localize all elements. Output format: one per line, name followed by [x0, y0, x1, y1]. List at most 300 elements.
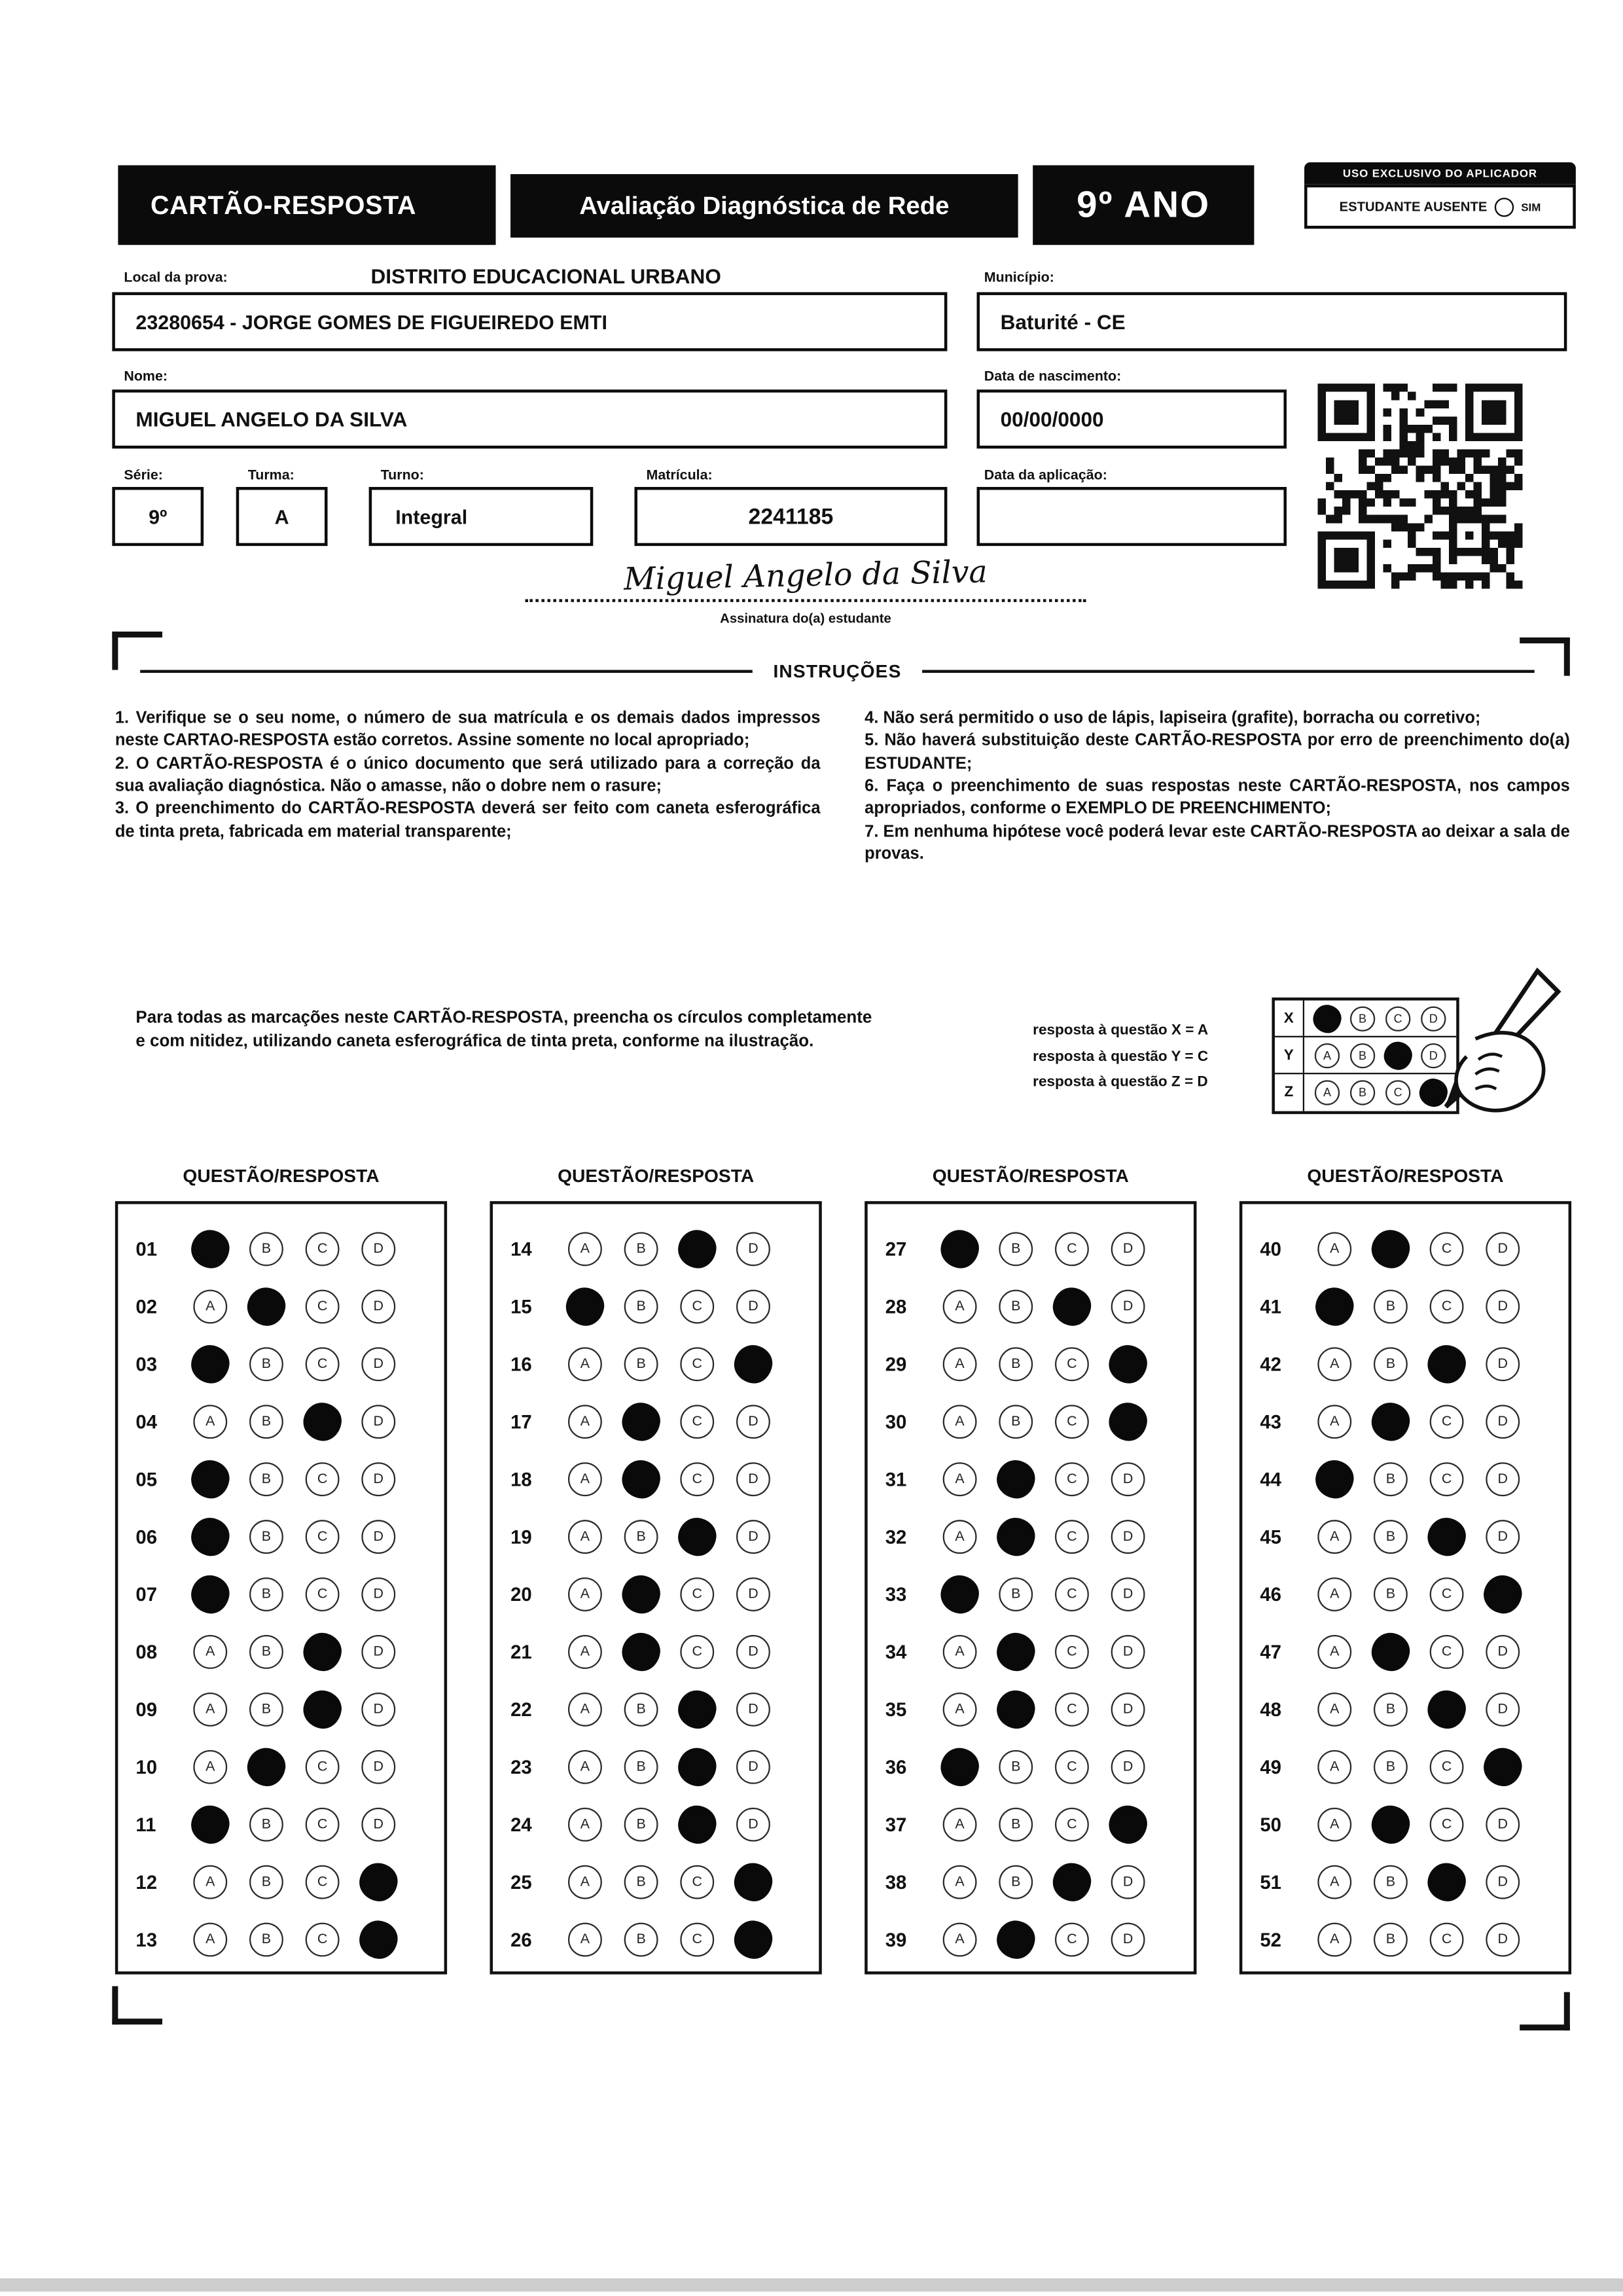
- bubble-02-d[interactable]: D: [361, 1289, 395, 1323]
- bubble-23-c[interactable]: [675, 1746, 719, 1789]
- bubble-32-c[interactable]: C: [1055, 1520, 1089, 1554]
- bubble-47-a[interactable]: A: [1317, 1635, 1351, 1669]
- answer-column-header: QUESTÃO/RESPOSTA: [183, 1166, 380, 1187]
- bubble-20-d[interactable]: D: [736, 1577, 770, 1611]
- bubble-12-b[interactable]: B: [249, 1865, 283, 1899]
- bubble-02-c[interactable]: C: [306, 1289, 340, 1323]
- question-row-26: [510, 1911, 819, 1969]
- question-number: 45: [1260, 1526, 1282, 1549]
- bubble-37-c[interactable]: C: [1055, 1808, 1089, 1842]
- bubble-14-a[interactable]: A: [568, 1232, 602, 1266]
- question-row-09: [135, 1681, 444, 1738]
- example-bubble-z-a[interactable]: A: [1315, 1080, 1340, 1105]
- example-row-z: [1275, 1074, 1456, 1111]
- bubble-25-b[interactable]: B: [624, 1865, 658, 1899]
- bubble-04-c[interactable]: [301, 1400, 344, 1443]
- bubble-38-b[interactable]: B: [999, 1865, 1033, 1899]
- bubble-26-d[interactable]: [732, 1918, 775, 1962]
- question-row-15: [510, 1278, 819, 1335]
- aplicacao-label: Data da aplicação:: [984, 467, 1107, 484]
- bubble-44-c[interactable]: C: [1430, 1462, 1464, 1496]
- bubble-21-b[interactable]: [620, 1630, 663, 1674]
- bubble-02-b[interactable]: [245, 1285, 288, 1329]
- example-bubble-y-c[interactable]: [1382, 1039, 1414, 1071]
- bubble-22-a[interactable]: A: [568, 1693, 602, 1727]
- question-number: 32: [885, 1526, 907, 1549]
- bubble-48-a[interactable]: A: [1317, 1693, 1351, 1727]
- bubble-02-a[interactable]: A: [193, 1289, 227, 1323]
- bubble-46-b[interactable]: B: [1374, 1577, 1408, 1611]
- question-number: 50: [1260, 1813, 1282, 1836]
- question-row-32: [885, 1508, 1194, 1566]
- matricula-label: Matrícula:: [646, 467, 713, 484]
- bubble-16-b[interactable]: B: [624, 1347, 658, 1381]
- example-legend-line: resposta à questão X = A: [1033, 1022, 1209, 1039]
- local-label: Local da prova:: [124, 270, 228, 287]
- instruction-item: 7. Em nenhuma hipótese você poderá levar este CARTÃO-RESPOSTA ao deixar a sala de provas.: [865, 823, 1570, 864]
- bubble-22-b[interactable]: B: [624, 1693, 658, 1727]
- bubble-07-d[interactable]: D: [361, 1577, 395, 1611]
- bubble-03-c[interactable]: C: [306, 1347, 340, 1381]
- bubble-39-b[interactable]: [994, 1918, 1037, 1962]
- bubble-07-a[interactable]: [188, 1573, 232, 1616]
- bubble-36-b[interactable]: B: [999, 1750, 1033, 1784]
- bubble-19-d[interactable]: D: [736, 1520, 770, 1554]
- example-legend: [1033, 1018, 1269, 1096]
- bubble-34-b[interactable]: [994, 1630, 1037, 1674]
- absent-option-circle[interactable]: [1495, 197, 1514, 216]
- bubble-42-b[interactable]: B: [1374, 1347, 1408, 1381]
- bubble-23-b[interactable]: B: [624, 1750, 658, 1784]
- bubble-39-d[interactable]: D: [1111, 1923, 1145, 1957]
- question-number: 31: [885, 1468, 907, 1491]
- heading-rule-right: [922, 670, 1535, 673]
- bubble-22-c[interactable]: [675, 1688, 719, 1731]
- bubble-28-a[interactable]: A: [943, 1289, 977, 1323]
- question-number: 51: [1260, 1871, 1282, 1893]
- bubble-04-b[interactable]: B: [249, 1405, 283, 1439]
- bubble-17-b[interactable]: [620, 1400, 663, 1443]
- question-number: 04: [135, 1410, 158, 1433]
- bubble-01-d[interactable]: D: [361, 1232, 395, 1266]
- bubble-18-c[interactable]: C: [680, 1462, 714, 1496]
- bubble-51-a[interactable]: A: [1317, 1865, 1351, 1899]
- example-bubble-x-c[interactable]: C: [1385, 1005, 1410, 1030]
- question-number: 16: [510, 1353, 532, 1376]
- bubble-35-b[interactable]: [994, 1688, 1037, 1731]
- question-number: 18: [510, 1468, 532, 1491]
- bubble-09-d[interactable]: D: [361, 1693, 395, 1727]
- turma-label: Turma:: [247, 467, 294, 484]
- bubble-20-c[interactable]: C: [680, 1577, 714, 1611]
- absent-label: ESTUDANTE AUSENTE: [1339, 199, 1488, 214]
- bubble-49-c[interactable]: C: [1430, 1750, 1464, 1784]
- bubble-42-c[interactable]: [1425, 1343, 1469, 1386]
- bubble-14-d[interactable]: D: [736, 1232, 770, 1266]
- bubble-18-d[interactable]: D: [736, 1462, 770, 1496]
- question-number: 21: [510, 1641, 532, 1663]
- bubble-31-d[interactable]: D: [1111, 1462, 1145, 1496]
- bubble-35-c[interactable]: C: [1055, 1693, 1089, 1727]
- bubble-50-b[interactable]: [1369, 1803, 1412, 1846]
- example-bubble-x-a[interactable]: [1311, 1002, 1343, 1033]
- municipio-label: Município:: [984, 270, 1054, 287]
- answer-column-4: [1240, 1166, 1571, 1974]
- bubble-51-b[interactable]: B: [1374, 1865, 1408, 1899]
- bubble-06-b[interactable]: B: [249, 1520, 283, 1554]
- question-row-06: [135, 1508, 444, 1566]
- bubble-17-c[interactable]: C: [680, 1405, 714, 1439]
- bubble-10-a[interactable]: A: [193, 1750, 227, 1784]
- question-row-44: [1260, 1450, 1568, 1508]
- bracket-bottom-left: [112, 1986, 162, 2025]
- question-row-29: [885, 1335, 1194, 1393]
- bubble-11-b[interactable]: B: [249, 1808, 283, 1842]
- turma-field: A: [236, 487, 328, 546]
- instructions-title: INSTRUÇÕES: [773, 661, 902, 682]
- question-row-03: [135, 1335, 444, 1393]
- bubble-31-a[interactable]: A: [943, 1462, 977, 1496]
- bubble-11-c[interactable]: C: [306, 1808, 340, 1842]
- example-bubble-x-b[interactable]: B: [1350, 1005, 1375, 1030]
- bubble-31-c[interactable]: C: [1055, 1462, 1089, 1496]
- question-row-36: [885, 1738, 1194, 1796]
- bubble-14-c[interactable]: [675, 1228, 719, 1271]
- example-bubble-z-b[interactable]: B: [1350, 1080, 1375, 1105]
- bubble-27-d[interactable]: D: [1111, 1232, 1145, 1266]
- bubble-29-d[interactable]: [1107, 1343, 1150, 1386]
- answer-column-2: [490, 1166, 822, 1974]
- bubble-15-b[interactable]: B: [624, 1289, 658, 1323]
- bubble-33-d[interactable]: D: [1111, 1577, 1145, 1611]
- bubble-36-c[interactable]: C: [1055, 1750, 1089, 1784]
- bubble-33-b[interactable]: B: [999, 1577, 1033, 1611]
- bubble-38-a[interactable]: A: [943, 1865, 977, 1899]
- bubble-08-b[interactable]: B: [249, 1635, 283, 1669]
- bubble-26-a[interactable]: A: [568, 1923, 602, 1957]
- bubble-30-b[interactable]: B: [999, 1405, 1033, 1439]
- bubble-24-c[interactable]: [675, 1803, 719, 1846]
- answer-column-header: QUESTÃO/RESPOSTA: [1307, 1166, 1504, 1187]
- heading-rule-left: [140, 670, 753, 673]
- question-row-37: [885, 1796, 1194, 1854]
- bubble-18-a[interactable]: A: [568, 1462, 602, 1496]
- bubble-08-d[interactable]: D: [361, 1635, 395, 1669]
- bubble-49-d[interactable]: [1481, 1746, 1524, 1789]
- bubble-35-d[interactable]: D: [1111, 1693, 1145, 1727]
- answer-column-1: [115, 1166, 447, 1974]
- bubble-04-a[interactable]: A: [193, 1405, 227, 1439]
- bubble-11-d[interactable]: D: [361, 1808, 395, 1842]
- bubble-52-c[interactable]: C: [1430, 1923, 1464, 1957]
- bubble-25-c[interactable]: C: [680, 1865, 714, 1899]
- bubble-48-c[interactable]: [1425, 1688, 1469, 1731]
- answer-column-header: QUESTÃO/RESPOSTA: [932, 1166, 1129, 1187]
- bubble-05-d[interactable]: D: [361, 1462, 395, 1496]
- bubble-25-d[interactable]: [732, 1861, 775, 1904]
- bubble-41-b[interactable]: B: [1374, 1289, 1408, 1323]
- question-row-46: [1260, 1566, 1568, 1623]
- bubble-50-d[interactable]: D: [1486, 1808, 1520, 1842]
- question-row-30: [885, 1393, 1194, 1450]
- bubble-09-b[interactable]: B: [249, 1693, 283, 1727]
- question-number: 35: [885, 1698, 907, 1721]
- question-number: 03: [135, 1353, 158, 1376]
- bubble-32-d[interactable]: D: [1111, 1520, 1145, 1554]
- example-bubble-y-a[interactable]: A: [1315, 1043, 1340, 1067]
- bubble-17-a[interactable]: A: [568, 1405, 602, 1439]
- bubble-01-a[interactable]: [188, 1228, 232, 1271]
- bubble-16-a[interactable]: A: [568, 1347, 602, 1381]
- bubble-43-c[interactable]: C: [1430, 1405, 1464, 1439]
- bubble-45-c[interactable]: [1425, 1515, 1469, 1558]
- bubble-28-c[interactable]: [1050, 1285, 1094, 1329]
- bubble-01-c[interactable]: C: [306, 1232, 340, 1266]
- bubble-03-b[interactable]: B: [249, 1347, 283, 1381]
- bubble-50-a[interactable]: A: [1317, 1808, 1351, 1842]
- bubble-45-d[interactable]: D: [1486, 1520, 1520, 1554]
- bubble-15-a[interactable]: [563, 1285, 607, 1329]
- question-number: 42: [1260, 1353, 1282, 1376]
- bubble-42-d[interactable]: D: [1486, 1347, 1520, 1381]
- bubble-10-d[interactable]: D: [361, 1750, 395, 1784]
- bubble-51-d[interactable]: D: [1486, 1865, 1520, 1899]
- bubble-06-c[interactable]: C: [306, 1520, 340, 1554]
- bubble-12-c[interactable]: C: [306, 1865, 340, 1899]
- question-row-16: [510, 1335, 819, 1393]
- question-row-48: [1260, 1681, 1568, 1738]
- bubble-30-d[interactable]: [1107, 1400, 1150, 1443]
- example-bubble-z-d[interactable]: [1418, 1077, 1449, 1108]
- bubble-10-b[interactable]: [245, 1746, 288, 1789]
- example-bubble-z-c[interactable]: C: [1385, 1080, 1410, 1105]
- bubble-44-b[interactable]: B: [1374, 1462, 1408, 1496]
- question-number: 47: [1260, 1641, 1282, 1663]
- bubble-24-a[interactable]: A: [568, 1808, 602, 1842]
- example-row-label: X: [1275, 1001, 1304, 1036]
- bubble-06-a[interactable]: [188, 1515, 232, 1558]
- bubble-14-b[interactable]: B: [624, 1232, 658, 1266]
- bubble-11-a[interactable]: [188, 1803, 232, 1846]
- bubble-13-a[interactable]: A: [193, 1923, 227, 1957]
- bubble-41-c[interactable]: C: [1430, 1289, 1464, 1323]
- bubble-09-a[interactable]: A: [193, 1693, 227, 1727]
- bubble-34-d[interactable]: D: [1111, 1635, 1145, 1669]
- bubble-46-d[interactable]: [1481, 1573, 1524, 1616]
- question-number: 20: [510, 1583, 532, 1605]
- bubble-33-c[interactable]: C: [1055, 1577, 1089, 1611]
- bubble-10-c[interactable]: C: [306, 1750, 340, 1784]
- bubble-43-a[interactable]: A: [1317, 1405, 1351, 1439]
- bubble-21-c[interactable]: C: [680, 1635, 714, 1669]
- bubble-38-d[interactable]: D: [1111, 1865, 1145, 1899]
- question-number: 38: [885, 1871, 907, 1893]
- bubble-15-c[interactable]: C: [680, 1289, 714, 1323]
- question-number: 26: [510, 1928, 532, 1951]
- bubble-49-a[interactable]: A: [1317, 1750, 1351, 1784]
- bubble-27-c[interactable]: C: [1055, 1232, 1089, 1266]
- bubble-51-c[interactable]: [1425, 1861, 1469, 1904]
- bubble-12-d[interactable]: [357, 1861, 400, 1904]
- question-number: 02: [135, 1295, 158, 1318]
- question-row-12: [135, 1854, 444, 1911]
- bubble-32-b[interactable]: [994, 1515, 1037, 1558]
- bubble-37-b[interactable]: B: [999, 1808, 1033, 1842]
- example-row-label: Z: [1275, 1074, 1304, 1111]
- bubble-23-a[interactable]: A: [568, 1750, 602, 1784]
- serie-field: 9º: [112, 487, 204, 546]
- bubble-47-b[interactable]: [1369, 1630, 1412, 1674]
- bubble-52-d[interactable]: D: [1486, 1923, 1520, 1957]
- bubble-24-d[interactable]: D: [736, 1808, 770, 1842]
- bubble-40-d[interactable]: D: [1486, 1232, 1520, 1266]
- question-row-33: [885, 1566, 1194, 1623]
- bubble-06-d[interactable]: D: [361, 1520, 395, 1554]
- bubble-27-b[interactable]: B: [999, 1232, 1033, 1266]
- bubble-34-c[interactable]: C: [1055, 1635, 1089, 1669]
- question-row-13: [135, 1911, 444, 1969]
- bubble-08-a[interactable]: A: [193, 1635, 227, 1669]
- bubble-34-a[interactable]: A: [943, 1635, 977, 1669]
- nome-label: Nome:: [124, 368, 168, 386]
- bubble-12-a[interactable]: A: [193, 1865, 227, 1899]
- bubble-36-d[interactable]: D: [1111, 1750, 1145, 1784]
- bubble-35-a[interactable]: A: [943, 1693, 977, 1727]
- bubble-31-b[interactable]: [994, 1458, 1037, 1501]
- bubble-41-d[interactable]: D: [1486, 1289, 1520, 1323]
- bubble-49-b[interactable]: B: [1374, 1750, 1408, 1784]
- bubble-48-d[interactable]: D: [1486, 1693, 1520, 1727]
- instructions-heading: [140, 661, 1535, 682]
- bubble-27-a[interactable]: [938, 1228, 982, 1271]
- bubble-45-b[interactable]: B: [1374, 1520, 1408, 1554]
- question-number: 41: [1260, 1295, 1282, 1318]
- question-row-28: [885, 1278, 1194, 1335]
- bubble-07-c[interactable]: C: [306, 1577, 340, 1611]
- example-row-y: [1275, 1037, 1456, 1074]
- bubble-19-a[interactable]: A: [568, 1520, 602, 1554]
- bubble-48-b[interactable]: B: [1374, 1693, 1408, 1727]
- bubble-13-c[interactable]: C: [306, 1923, 340, 1957]
- bubble-33-a[interactable]: [938, 1573, 982, 1616]
- question-number: 33: [885, 1583, 907, 1605]
- bubble-05-c[interactable]: C: [306, 1462, 340, 1496]
- question-row-34: [885, 1623, 1194, 1681]
- question-number: 10: [135, 1755, 158, 1778]
- bubble-13-b[interactable]: B: [249, 1923, 283, 1957]
- bubble-24-b[interactable]: B: [624, 1808, 658, 1842]
- bubble-16-d[interactable]: [732, 1343, 775, 1386]
- question-number: 24: [510, 1813, 532, 1836]
- example-bubble-y-b[interactable]: B: [1350, 1043, 1375, 1067]
- bubble-05-a[interactable]: [188, 1458, 232, 1501]
- bubble-40-c[interactable]: C: [1430, 1232, 1464, 1266]
- example-row-x: [1275, 1001, 1456, 1037]
- bubble-21-a[interactable]: A: [568, 1635, 602, 1669]
- bubble-22-d[interactable]: D: [736, 1693, 770, 1727]
- bubble-19-b[interactable]: B: [624, 1520, 658, 1554]
- bubble-05-b[interactable]: B: [249, 1462, 283, 1496]
- bubble-28-d[interactable]: D: [1111, 1289, 1145, 1323]
- bubble-09-c[interactable]: [301, 1688, 344, 1731]
- bubble-39-a[interactable]: A: [943, 1923, 977, 1957]
- bubble-04-d[interactable]: D: [361, 1405, 395, 1439]
- bubble-19-c[interactable]: [675, 1515, 719, 1558]
- exam-title: Avaliação Diagnóstica de Rede: [510, 174, 1018, 238]
- question-number: 40: [1260, 1238, 1282, 1261]
- bubble-39-c[interactable]: C: [1055, 1923, 1089, 1957]
- bubble-44-d[interactable]: D: [1486, 1462, 1520, 1496]
- example-bubble-y-d[interactable]: D: [1421, 1043, 1446, 1067]
- bubble-37-d[interactable]: [1107, 1803, 1150, 1846]
- bubble-13-d[interactable]: [357, 1918, 400, 1962]
- bubble-17-d[interactable]: D: [736, 1405, 770, 1439]
- bubble-20-b[interactable]: [620, 1573, 663, 1616]
- bubble-25-a[interactable]: A: [568, 1865, 602, 1899]
- bubble-15-d[interactable]: D: [736, 1289, 770, 1323]
- bubble-23-d[interactable]: D: [736, 1750, 770, 1784]
- bubble-07-b[interactable]: B: [249, 1577, 283, 1611]
- bubble-03-d[interactable]: D: [361, 1347, 395, 1381]
- question-number: 48: [1260, 1698, 1282, 1721]
- bubble-38-c[interactable]: [1050, 1861, 1094, 1904]
- example-bubble-x-d[interactable]: D: [1421, 1005, 1446, 1030]
- grade-badge: 9º ANO: [1033, 166, 1254, 245]
- bubble-16-c[interactable]: C: [680, 1347, 714, 1381]
- bubble-43-d[interactable]: D: [1486, 1405, 1520, 1439]
- bubble-40-b[interactable]: [1369, 1228, 1412, 1271]
- bubble-52-b[interactable]: B: [1374, 1923, 1408, 1957]
- bubble-26-b[interactable]: B: [624, 1923, 658, 1957]
- bubble-29-a[interactable]: A: [943, 1347, 977, 1381]
- applicator-box: [1304, 162, 1576, 228]
- bubble-28-b[interactable]: B: [999, 1289, 1033, 1323]
- bubble-29-c[interactable]: C: [1055, 1347, 1089, 1381]
- bracket-bottom-right: [1520, 1992, 1570, 2031]
- answer-column-header: QUESTÃO/RESPOSTA: [558, 1166, 755, 1187]
- bubble-08-c[interactable]: [301, 1630, 344, 1674]
- bubble-37-a[interactable]: A: [943, 1808, 977, 1842]
- bubble-20-a[interactable]: A: [568, 1577, 602, 1611]
- bubble-03-a[interactable]: [188, 1343, 232, 1386]
- bubble-21-d[interactable]: D: [736, 1635, 770, 1669]
- bubble-44-a[interactable]: [1313, 1458, 1356, 1501]
- bubble-36-a[interactable]: [938, 1746, 982, 1789]
- bubble-43-b[interactable]: [1369, 1400, 1412, 1443]
- bubble-52-a[interactable]: A: [1317, 1923, 1351, 1957]
- question-number: 46: [1260, 1583, 1282, 1605]
- bubble-45-a[interactable]: A: [1317, 1520, 1351, 1554]
- bubble-46-a[interactable]: A: [1317, 1577, 1351, 1611]
- bubble-30-a[interactable]: A: [943, 1405, 977, 1439]
- bubble-46-c[interactable]: C: [1430, 1577, 1464, 1611]
- bubble-18-b[interactable]: [620, 1458, 663, 1501]
- bubble-30-c[interactable]: C: [1055, 1405, 1089, 1439]
- question-row-40: [1260, 1221, 1568, 1278]
- bubble-32-a[interactable]: A: [943, 1520, 977, 1554]
- bubble-40-a[interactable]: A: [1317, 1232, 1351, 1266]
- bubble-26-c[interactable]: C: [680, 1923, 714, 1957]
- bubble-50-c[interactable]: C: [1430, 1808, 1464, 1842]
- bubble-42-a[interactable]: A: [1317, 1347, 1351, 1381]
- bubble-41-a[interactable]: [1313, 1285, 1356, 1329]
- bubble-47-c[interactable]: C: [1430, 1635, 1464, 1669]
- bubble-29-b[interactable]: B: [999, 1347, 1033, 1381]
- bubble-01-b[interactable]: B: [249, 1232, 283, 1266]
- bubble-47-d[interactable]: D: [1486, 1635, 1520, 1669]
- example-grid: [1272, 997, 1459, 1114]
- question-number: 27: [885, 1238, 907, 1261]
